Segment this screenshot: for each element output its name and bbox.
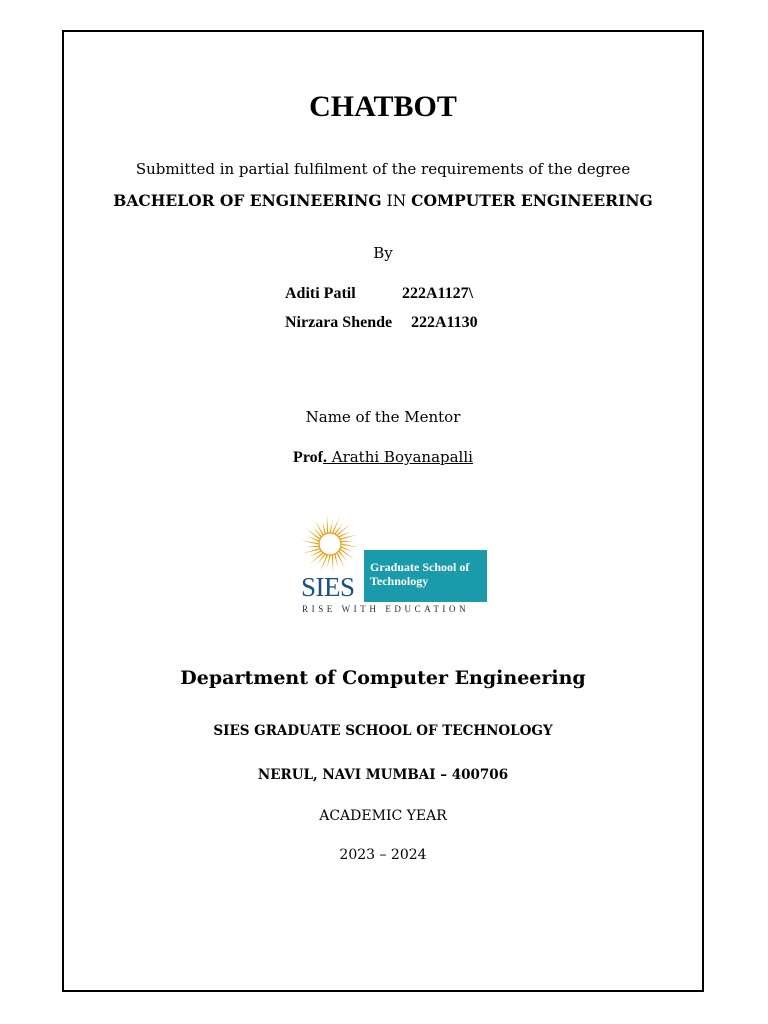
document-title: CHATBOT [309, 90, 457, 123]
sun-ray [317, 554, 326, 565]
sun-ray [332, 517, 340, 534]
by-label: By [373, 244, 393, 262]
sun-ray [336, 552, 345, 569]
sun-ray [338, 550, 347, 561]
degree-part-1: BACHELOR OF ENGINEERING [113, 191, 382, 210]
mentor-title [293, 449, 327, 466]
sun-ray [341, 541, 354, 543]
logo-line-2: Technology [370, 574, 429, 588]
sun-ray [322, 521, 326, 534]
logo-tagline: RISE WITH EDUCATION [302, 604, 470, 614]
academic-year: 2023 – 2024 [339, 847, 427, 863]
academic-year-label: ACADEMIC YEAR [319, 808, 447, 824]
sun-ray [341, 543, 359, 547]
mentor-name [62, 448, 704, 467]
sun-ray [320, 555, 328, 572]
author-name: Aditi Patil [285, 285, 356, 302]
sun-ray [332, 555, 334, 573]
sun-ray [327, 555, 331, 568]
submission-statement: Submitted in partial fulfilment of the requirements of the degree [135, 160, 631, 178]
sun-ray [334, 524, 343, 535]
author-row [285, 285, 474, 303]
department-name: Department of Computer Engineering [180, 667, 586, 689]
sun-ray [315, 519, 324, 536]
logo-sies-text: SIES [301, 572, 355, 602]
sun-ray [313, 527, 322, 538]
author-roll-number: 222A1127\ [402, 285, 474, 302]
sun-ray [329, 520, 333, 533]
mentor-full-name: Arathi Boyanapalli [326, 448, 473, 466]
school-name: SIES GRADUATE SCHOOL OF TECHNOLOGY [213, 723, 553, 739]
sun-emblem-icon [300, 514, 360, 574]
mentor-title-dot: . [322, 449, 327, 466]
degree-connector: IN [381, 192, 412, 210]
sun-ray [334, 554, 338, 567]
author-name: Nirzara Shende [285, 314, 393, 331]
logo-line-1: Graduate School of [370, 560, 470, 574]
school-address: NERUL, NAVI MUMBAI – 400706 [257, 767, 509, 783]
sun-ray [306, 546, 319, 548]
sies-logo [300, 514, 490, 616]
sun-ray [327, 515, 329, 533]
sun-ray [301, 541, 319, 545]
mentor-label: Name of the Mentor [305, 408, 461, 426]
author-roll-number: 222A1130 [411, 314, 478, 331]
degree-name [62, 191, 704, 210]
author-row [285, 314, 478, 332]
degree-part-2: COMPUTER ENGINEERING [411, 191, 653, 210]
mentor-title-text: Prof [293, 449, 323, 466]
